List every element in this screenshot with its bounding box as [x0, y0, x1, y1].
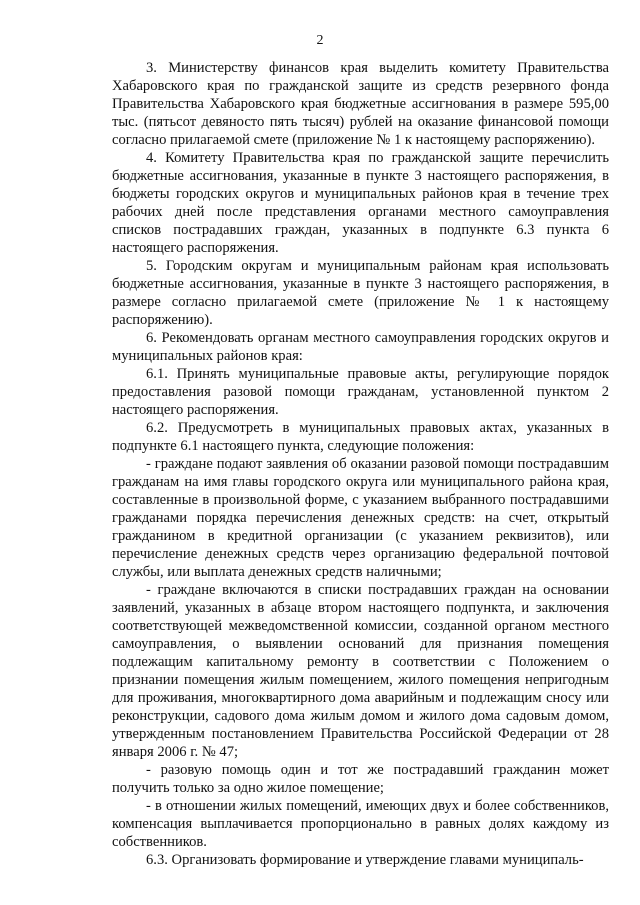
paragraph-6-2: 6.2. Предусмотреть в муниципальных правовых актах, указанных в подпункте 6.1 настоящего пункта, следующие положения: — [112, 420, 609, 454]
paragraph-4: 4. Комитету Правительства края по гражданской защите перечислить бюджетные ассигнования, указанные в пункте 3 настоящего распоряжения, в бюджеты городских округов и муниципальных районов края в течение трех рабочих дней после представления органами местного самоуправления списков пострадавших граждан, указанных в подпункте 6.3 пункта 6 настоящего распоряжения. — [112, 150, 609, 256]
paragraph-3: 3. Министерству финансов края выделить комитету Правительства Хабаровского края по гражданской защите из средств резервного фонда Правительства Хабаровского края бюджетные ассигнования в размере 595,00 тыс. (пятьсот девяносто пять тысяч) рублей на оказание финансовой помощи согласно прилагаемой смете (приложение № 1 к настоящему распоряжению). — [112, 60, 609, 148]
document-body — [112, 59, 609, 869]
paragraph-6-2-item-application: - граждане подают заявления об оказании разовой помощи пострадавшим гражданам на имя главы городского округа или муниципального района края, составленные в произвольной форме, с указанием выбранного пострадавшими гражданами порядка перечисления денежных средств: на счет, открытый гражданином в кредитной организации (с указанием реквизитов), или перечисление денежных средств через организацию федеральной почтовой службы, или выплата денежных средств наличными; — [112, 456, 609, 580]
paragraph-6-2-item-shared-ownership: - в отношении жилых помещений, имеющих двух и более собственников, компенсация выплачивается пропорционально в равных долях каждому из собственников. — [112, 798, 609, 850]
paragraph-6-2-item-single-dwelling: - разовую помощь один и тот же пострадавший гражданин может получить только за одно жилое помещение; — [112, 762, 609, 796]
paragraph-6-2-item-lists: - граждане включаются в списки пострадавших граждан на основании заявлений, указанных в абзаце втором настоящего подпункта, и заключения соответствующей межведомственной комиссии, созданной органом местного самоуправления, о выявлении оснований для признания помещения подлежащим капитальному ремонту в соответствии с Положением о признании помещения жилым помещением, жилого помещения непригодным для проживания, многоквартирного дома аварийным и подлежащим сносу или реконструкции, садового дома жилым домом и жилого дома садовым домом, утвержденным постановлением Правительства Российской Федерации от 28 января 2006 г. № 47; — [112, 582, 609, 760]
paragraph-5: 5. Городским округам и муниципальным районам края использовать бюджетные ассигнования, указанные в пункте 3 настоящего распоряжения, в размере согласно прилагаемой смете (приложение № 1 к настоящему распоряжению). — [112, 258, 609, 328]
paragraph-6: 6. Рекомендовать органам местного самоуправления городских округов и муниципальных районов края: — [112, 330, 609, 364]
page-number: 2 — [316, 33, 324, 48]
paragraph-6-1: 6.1. Принять муниципальные правовые акты, регулирующие порядок предоставления разовой помощи гражданам, установленной пунктом 2 настоящего распоряжения. — [112, 366, 609, 418]
paragraph-6-3: 6.3. Организовать формирование и утверждение главами муниципаль- — [146, 852, 584, 868]
